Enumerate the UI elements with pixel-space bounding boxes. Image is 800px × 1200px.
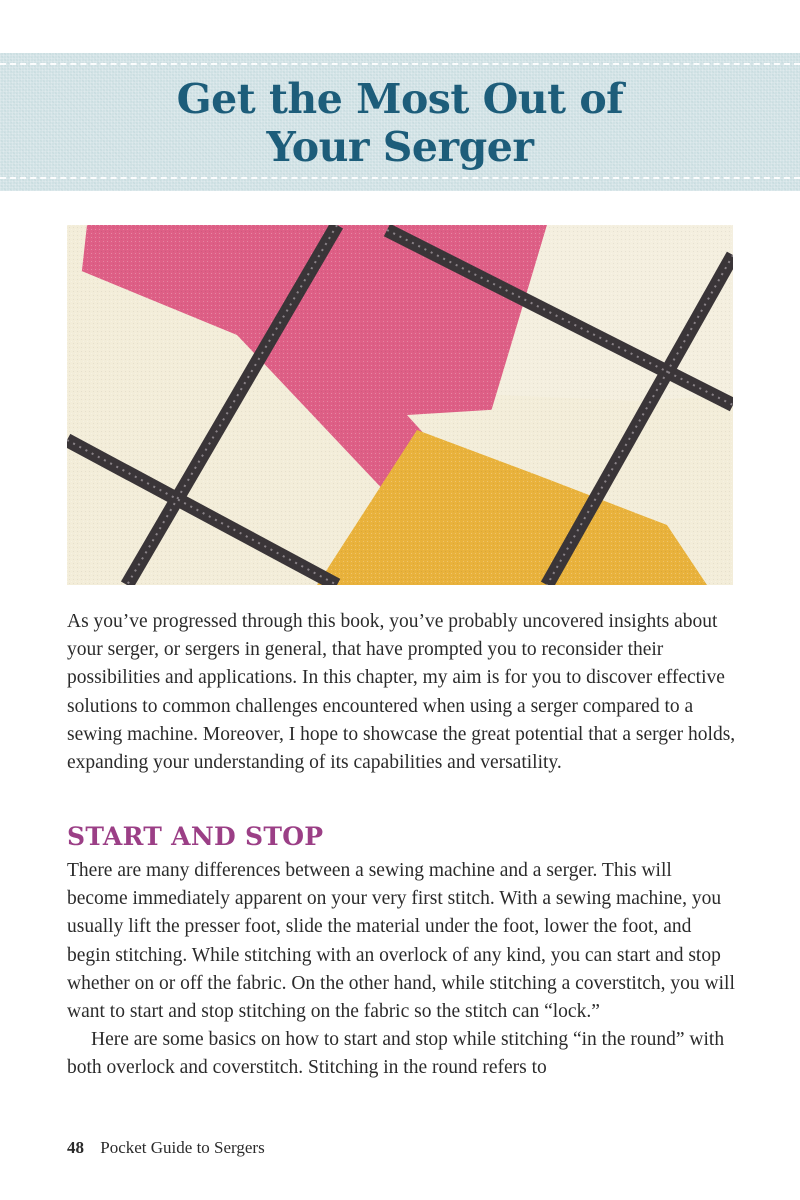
chapter-title-banner: [0, 53, 800, 191]
section-paragraph-1: There are many differences between a sewing machine and a serger. This will become immediately apparent on your very first stitch. With a sewing machine, you usually lift the presser foot, slide the material under the foot, lower the foot, and begin stitching. While stitching with an overlock of any kind, you can start and stop whether on or off the fabric. On the other hand, while stitching a coverstitch, you will want to start and stop stitching on the fabric so the stitch can “lock.”: [67, 860, 735, 1023]
section-paragraph-2: Here are some basics on how to start and stop while stitching “in the round” with both overlock and coverstitch. Stitching in the round refers to: [67, 1029, 725, 1079]
page-number: 48: [67, 1138, 84, 1157]
book-title: Pocket Guide to Sergers: [100, 1138, 265, 1157]
stitch-line-top: [0, 63, 800, 65]
section-body: [67, 857, 737, 1083]
stitch-line-bottom: [0, 177, 800, 179]
intro-paragraph: As you’ve progressed through this book, you’ve probably uncovered insights about your serger, or sergers in general, that have prompted you to reconsider their possibilities and applications. In this chapter, my aim is for you to discover effective solutions to common challenges encountered when using a serger compared to a sewing machine. Moreover, I hope to showcase the great potential that a serger holds, expanding your understanding of its capabilities and versatility.: [67, 611, 736, 774]
chapter-title: [0, 75, 800, 171]
page-footer: [67, 1138, 265, 1158]
chapter-title-line-2: Your Serger: [266, 123, 534, 171]
chapter-title-line-1: Get the Most Out of: [176, 75, 624, 123]
section-heading: START AND STOP: [67, 822, 324, 851]
fabric-patchwork-photo: [67, 225, 733, 585]
